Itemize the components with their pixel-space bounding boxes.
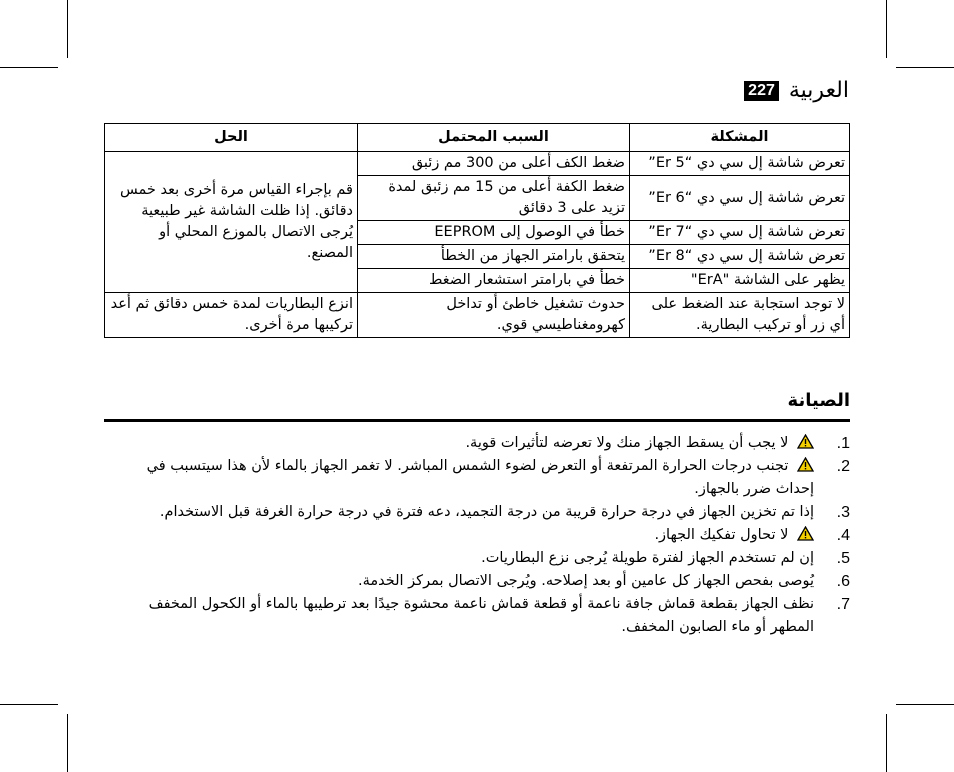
cause-cell: ضغط الكف أعلى من 300 مم زئبق: [358, 152, 630, 176]
problem-cell: يظهر على الشاشة "ErA": [630, 269, 850, 293]
crop-mark: [67, 714, 68, 772]
solution-cell-shared: قم بإجراء القياس مرة أخرى بعد خمس دقائق. إذا ظلت الشاشة غير طبيعية يُرجى الاتصال بالموزع المحلي أو المصنع.: [105, 152, 358, 293]
cause-cell: خطأ في الوصول إلى EEPROM: [358, 221, 630, 245]
list-item: [104, 570, 850, 593]
problem-cell: تعرض شاشة إل سي دي “Er 6”: [630, 176, 850, 221]
list-item: [104, 501, 850, 524]
warning-triangle-icon: [797, 457, 814, 472]
item-number: 4.: [836, 527, 850, 544]
list-item: [104, 593, 850, 639]
crop-mark: [896, 67, 954, 68]
item-number: 1.: [836, 435, 850, 452]
table-row: [105, 152, 850, 176]
warning-triangle-icon: [797, 526, 814, 541]
cause-cell: خطأ في بارامتر استشعار الضغط: [358, 269, 630, 293]
maintenance-heading: الصيانة: [787, 390, 850, 411]
item-number: 6.: [836, 573, 850, 590]
list-item: [104, 455, 850, 501]
warning-triangle-icon: [797, 434, 814, 449]
item-number: 5.: [836, 550, 850, 567]
item-text: يُوصى بفحص الجهاز كل عامين أو بعد إصلاحه. ويُرجى الاتصال بمركز الخدمة.: [357, 573, 814, 589]
cause-cell: حدوث تشغيل خاطئ أو تداخل كهرومغناطيسي قوي.: [358, 293, 630, 338]
item-number: 7.: [836, 596, 850, 613]
crop-mark: [0, 704, 58, 705]
problem-cell: تعرض شاشة إل سي دي “Er 7”: [630, 221, 850, 245]
item-text: تجنب درجات الحرارة المرتفعة أو التعرض لضوء الشمس المباشر. لا تغمر الجهاز بالماء لأن هذا سيتسبب في إحداث ضرر بالجهاز.: [146, 458, 814, 497]
cause-cell: يتحقق بارامتر الجهاز من الخطأ: [358, 245, 630, 269]
list-item: [104, 432, 850, 455]
problem-cell: تعرض شاشة إل سي دي “Er 8”: [630, 245, 850, 269]
maintenance-list: [104, 432, 850, 639]
crop-mark: [886, 714, 887, 772]
list-item: [104, 524, 850, 547]
table-header-row: [105, 124, 850, 152]
item-text: إذا تم تخزين الجهاز في درجة حرارة قريبة من درجة التجميد، دعه فترة في درجة حرارة الغرفة قبل الاستخدام.: [159, 504, 814, 520]
problem-cell: تعرض شاشة إل سي دي “Er 5”: [630, 152, 850, 176]
section-divider: [104, 419, 850, 422]
language-title: العربية: [788, 78, 849, 103]
column-header-cause: السبب المحتمل: [358, 124, 630, 152]
column-header-problem: المشكلة: [630, 124, 850, 152]
item-text: إن لم تستخدم الجهاز لفترة طويلة يُرجى نزع البطاريات.: [481, 550, 814, 566]
item-number: 2.: [836, 458, 850, 475]
crop-mark: [67, 0, 68, 58]
item-text: نظف الجهاز بقطعة قماش جافة ناعمة أو قطعة قماش ناعمة محشوة جيدًا بعد ترطيبها بالماء أو الكحول المخفف المطهر أو ماء الصابون المخفف.: [148, 596, 814, 635]
item-text: لا تحاول تفكيك الجهاز.: [654, 527, 789, 543]
solution-cell: انزع البطاريات لمدة خمس دقائق ثم أعد تركيبها مرة أخرى.: [105, 293, 358, 338]
crop-mark: [886, 0, 887, 58]
page-header: [744, 78, 849, 104]
list-item: [104, 547, 850, 570]
table-row: [105, 293, 850, 338]
item-text: لا يجب أن يسقط الجهاز منك ولا تعرضه لتأثيرات قوية.: [465, 435, 789, 451]
cause-cell: ضغط الكفة أعلى من 15 مم زئبق لمدة تزيد على 3 دقائق: [358, 176, 630, 221]
crop-mark: [896, 704, 954, 705]
problem-cell: لا توجد استجابة عند الضغط على أي زر أو تركيب البطارية.: [630, 293, 850, 338]
column-header-solution: الحل: [105, 124, 358, 152]
item-number: 3.: [836, 504, 850, 521]
troubleshooting-table: [104, 123, 850, 338]
crop-mark: [0, 67, 58, 68]
page-number-badge: 227: [744, 81, 779, 101]
